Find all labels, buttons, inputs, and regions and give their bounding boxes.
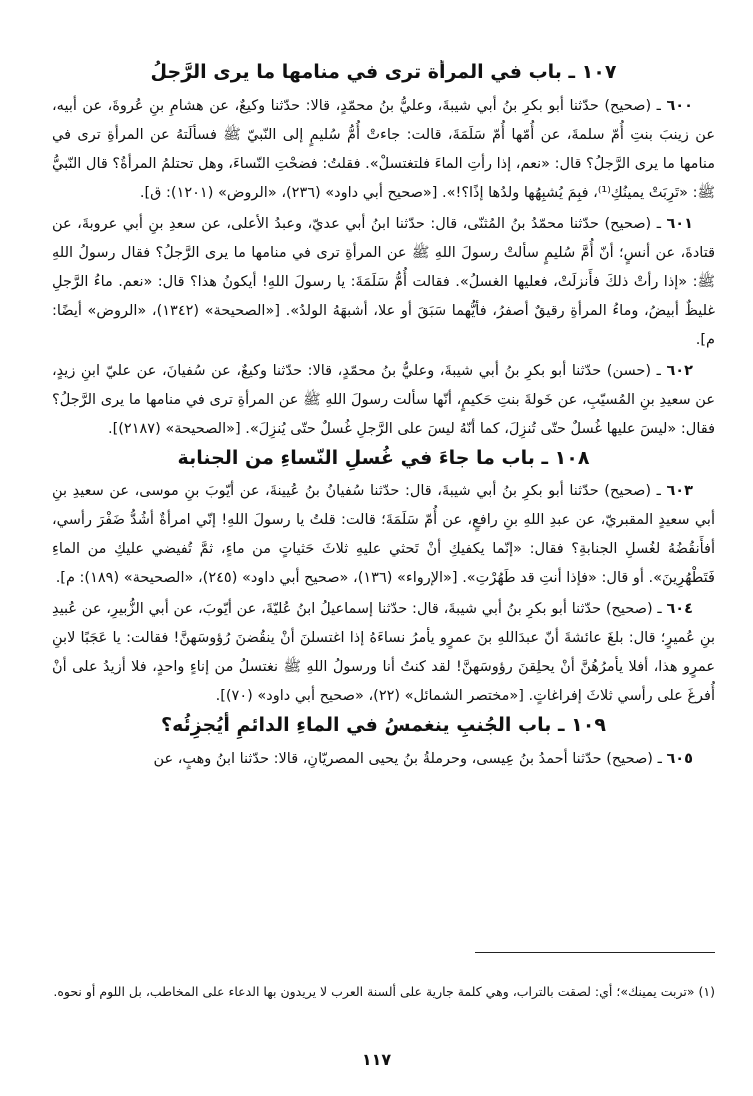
hadith-number: ٦٠٢: [666, 362, 693, 379]
hadith-603: ٦٠٣ ـ (صحيح) حدّثنا أبو بكرِ بنُ أبي شيبةَ، قال: حدّثنا سُفيانُ بنُ عُيينةَ، عن أيّوبَ بنِ موسى، عن سعيدِ بنِ أبي سعيدٍ المقبريّ، عن عبدِ اللهِ بنِ رافعٍ، عن أُمّ سَلَمَةَ؛ قالت: قلتُ يا رسولَ اللهِ! إنّي امرأةٌ أشُدُّ ضَفْرَ رأسي، أفأَنقُضُهُ لغُسلِ الجنابةِ؟ فقال: «إنّما يكفيكِ أنْ تَحثي عليهِ ثلاثَ حَثياتٍ من ماءٍ، ثمَّ تُفيضي عليكِ من الماءِ فَتَطْهُرِينَ». أو قال: «فإذا أنتِ قد طَهُرْتِ». [«الإرواء» (١٣٦)، «صحيح أبي داود» (٢٤٥)، «الصحيحة» (١٨٩): م].: [52, 483, 715, 587]
chapter-heading-108: ١٠٨ ـ باب ما جاءَ في غُسلِ النّساءِ من الجنابة: [177, 446, 590, 469]
hadith-text: (صحيح) حدّثنا أبو بكرِ بنُ أبي شيبةَ، وعليُّ بنُ محمّدٍ، قالا: حدّثنا وكيعٌ، عن هشامِ بنِ عُروةَ، عن أبيه، عن زينبَ بنتِ أُمّ سلمةَ، عن أُمّها أُمّ سَلَمَةَ، قالت: جاءتْ أُمُّ سُليمٍ إلى النّبيّ ﷺ فسألَتهُ عن المرأةِ ترى في منامها ما يرى الرَّجلُ؟ قال: «نعم، إذا رأتِ الماءَ فلتغتسلْ». فقلتُ: فضحْتِ النّساءَ، وهل تحتلمُ المرأةُ؟ قال النّبيُّ ﷺ: «تَرِبَتْ يمينُكِ⁽¹⁾، فبِمَ يُشبِهُها ولدُها إذًا؟!». [«صحيح أبي داود» (٢٣٦)، «الروض» (١٢٠١): ق].: [52, 97, 715, 201]
hadith-605: ٦٠٥ ـ (صحيح) حدّثنا أحمدُ بنُ عِيسى، وحرملةُ بنُ يحيى المصريّانِ، قالا: حدّثنا ابنُ وهبٍ، عن: [153, 750, 693, 767]
hadith-number: ٦٠٣: [666, 483, 694, 500]
hadith-number: ٦٠٤: [666, 601, 694, 618]
hadith-601: ٦٠١ ـ (صحيح) حدّثنا محمّدُ بنُ المُثنّى، قال: حدّثنا ابنُ أبي عديّ، وعبدُ الأعلى، عن سعدِ بنِ أبي عروبةَ، عن قتادةَ، عن أنسٍ؛ أنّ أُمَّ سُليمٍ سألتْ رسولَ اللهِ ﷺ عن المرأةِ ترى في منامها ما يرى الرَّجلُ؟ فقال رسولُ اللهِ ﷺ: «إذا رأتْ ذلكَ فأَنزلَتْ، فعليها الغسلُ». فقالت أُمُّ سَلَمَةَ: يا رسولَ اللهِ! أيكونُ هذا؟ قال: «نعم. ماءُ الرَّجلِ غليظٌ أبيضُ، وماءُ المرأةِ رقيقٌ أصفرُ، فأيُّهما سَبَقَ أو علا، أشبهَهُ الولدُ». [«الصحيحة» (١٣٤٢)، «الروض» أيضًا: م].: [52, 215, 715, 348]
hadith-text: (حسن) حدّثنا أبو بكرِ بنُ أبي شيبةَ، وعليُّ بنُ محمّدٍ، قالا: حدّثنا وكيعٌ، عن سُفيانَ، عن عليّ ابنِ زيدٍ، عن سعيدِ بنِ المُسيّبِ، عن خَولةَ بنتِ حَكيمٍ، أنّها سألت رسولَ اللهِ ﷺ عن المرأةِ ترى في منامها ما يرى الرَّجلُ؟ فقال: «ليسَ عليها غُسلٌ حتّى تُنزِلَ، كما أنّهُ ليسَ على الرَّجلِ غُسلٌ حتّى يُنزِلَ». [«الصحيحة» (٢١٨٧)].: [52, 362, 715, 437]
footnote: (١) «تربت يمينك»؛ أي: لصقت بالتراب، وهي كلمة جارية على ألسنة العرب لا يريدون بها الدعاء على المخاطب، بل اللوم أو نحوه.: [53, 984, 715, 999]
hadith-text: (صحيح) حدّثنا محمّدُ بنُ المُثنّى، قال: حدّثنا ابنُ أبي عديّ، وعبدُ الأعلى، عن سعدِ بنِ أبي عروبةَ، عن قتادةَ، عن أنسٍ؛ أنّ أُمَّ سُليمٍ سألتْ رسولَ اللهِ ﷺ عن المرأةِ ترى في منامها ما يرى الرَّجلُ؟ فقال رسولُ اللهِ ﷺ: «إذا رأتْ ذلكَ فأَنزلَتْ، فعليها الغسلُ». فقالت أُمُّ سَلَمَةَ: يا رسولَ اللهِ! أيكونُ هذا؟ قال: «نعم. ماءُ الرَّجلِ غليظٌ أبيضُ، وماءُ المرأةِ رقيقٌ أصفرُ، فأيُّهما سَبَقَ أو علا، أشبهَهُ الولدُ». [«الصحيحة» (١٣٤٢)، «الروض» أيضًا: م].: [52, 215, 715, 348]
hadith-text: (صحيح) حدّثنا أبو بكرِ بنُ أبي شيبةَ، قال: حدّثنا إسماعيلُ ابنُ عُليّةَ، عن أيّوبَ، عن أبي الزُّبيرِ، عن عُبيدِ بنِ عُميرٍ؛ قال: بلغَ عائشةَ أنّ عبدَاللهِ بنَ عمرٍو يأمرُ نساءَهُ إذا اغتسلنَ أنْ ينقُضنَ رُؤوسَهنَّ! فقالت: يا عَجَبًا لابنِ عمرٍو هذا، أفلا يأمرُهُنَّ أنْ يحلِقنَ رؤوسَهنَّ! لقد كنتُ أنا ورسولُ اللهِ ﷺ نغتسلُ من إناءٍ واحدٍ، فلا أزيدُ على أنْ أُفرغَ على رأسي ثلاثَ إفراغاتٍ. [«مختصر الشمائل» (٢٢)، «صحيح أبي داود» (٧٠)].: [52, 601, 715, 705]
footnote-divider: [475, 952, 715, 953]
hadith-602: ٦٠٢ ـ (حسن) حدّثنا أبو بكرِ بنُ أبي شيبةَ، وعليُّ بنُ محمّدٍ، قالا: حدّثنا وكيعٌ، عن سُفيانَ، عن عليّ ابنِ زيدٍ، عن سعيدِ بنِ المُسيّبِ، عن خَولةَ بنتِ حَكيمٍ، أنّها سألت رسولَ اللهِ ﷺ عن المرأةِ ترى في منامها ما يرى الرَّجلُ؟ فقال: «ليسَ عليها غُسلٌ حتّى تُنزِلَ، كما أنّهُ ليسَ على الرَّجلِ غُسلٌ حتّى يُنزِلَ». [«الصحيحة» (٢١٨٧)].: [52, 362, 715, 437]
chapter-heading-107: ١٠٧ ـ باب في المرأة ترى في منامها ما يرى الرَّجلُ: [150, 61, 617, 83]
hadith-600: ٦٠٠ ـ (صحيح) حدّثنا أبو بكرِ بنُ أبي شيبةَ، وعليُّ بنُ محمّدٍ، قالا: حدّثنا وكيعٌ، عن هشامِ بنِ عُروةَ، عن أبيه، عن زينبَ بنتِ أُمّ سلمةَ، عن أُمّها أُمّ سَلَمَةَ، قالت: جاءتْ أُمُّ سُليمٍ إلى النّبيّ ﷺ فسألَتهُ عن المرأةِ ترى في منامها ما يرى الرَّجلُ؟ قال: «نعم، إذا رأتِ الماءَ فلتغتسلْ». فقلتُ: فضحْتِ النّساءَ، وهل تحتلمُ المرأةُ؟ قال النّبيُّ ﷺ: «تَرِبَتْ يمينُكِ⁽¹⁾، فبِمَ يُشبِهُها ولدُها إذًا؟!». [«صحيح أبي داود» (٢٣٦)، «الروض» (١٢٠١): ق].: [52, 97, 715, 201]
hadith-text: (صحيح) حدّثنا أحمدُ بنُ عِيسى، وحرملةُ بنُ يحيى المصريّانِ، قالا: حدّثنا ابنُ وهبٍ، عن: [153, 750, 653, 767]
hadith-text: (صحيح) حدّثنا أبو بكرِ بنُ أبي شيبةَ، قال: حدّثنا سُفيانُ بنُ عُيينةَ، عن أيّوبَ بنِ موسى، عن سعيدِ بنِ أبي سعيدٍ المقبريّ، عن عبدِ اللهِ بنِ رافعٍ، عن أُمّ سَلَمَةَ؛ قالت: قلتُ يا رسولَ اللهِ! إنّي امرأةٌ أشُدُّ ضَفْرَ رأسي، أفأَنقُضُهُ لغُسلِ الجنابةِ؟ فقال: «إنّما يكفيكِ أنْ تَحثي عليهِ ثلاثَ حَثياتٍ من ماءٍ، ثمَّ تُفيضي عليكِ من الماءِ فَتَطْهُرِينَ». أو قال: «فإذا أنتِ قد طَهُرْتِ». [«الإرواء» (١٣٦)، «صحيح أبي داود» (٢٤٥)، «الصحيحة» (١٨٩): م].: [52, 483, 715, 587]
main-text: [52, 60, 715, 966]
chapter-heading-109: ١٠٩ ـ باب الجُنبِ ينغمسُ في الماءِ الدائمِ أيُجزِئُه؟: [161, 714, 606, 737]
hadith-604: ٦٠٤ ـ (صحيح) حدّثنا أبو بكرِ بنُ أبي شيبةَ، قال: حدّثنا إسماعيلُ ابنُ عُليّةَ، عن أيّوبَ، عن أبي الزُّبيرِ، عن عُبيدِ بنِ عُميرٍ؛ قال: بلغَ عائشةَ أنّ عبدَاللهِ بنَ عمرٍو يأمرُ نساءَهُ إذا اغتسلنَ أنْ ينقُضنَ رُؤوسَهنَّ! فقالت: يا عَجَبًا لابنِ عمرٍو هذا، أفلا يأمرُهُنَّ أنْ يحلِقنَ رؤوسَهنَّ! لقد كنتُ أنا ورسولُ اللهِ ﷺ نغتسلُ من إناءٍ واحدٍ، فلا أزيدُ على أنْ أُفرغَ على رأسي ثلاثَ إفراغاتٍ. [«مختصر الشمائل» (٢٢)، «صحيح أبي داود» (٧٠)].: [52, 601, 715, 705]
hadith-number: ٦٠٥: [666, 750, 693, 767]
page-number: ١١٧: [361, 1050, 392, 1069]
hadith-number: ٦٠١: [666, 215, 693, 232]
hadith-number: ٦٠٠: [666, 97, 693, 114]
